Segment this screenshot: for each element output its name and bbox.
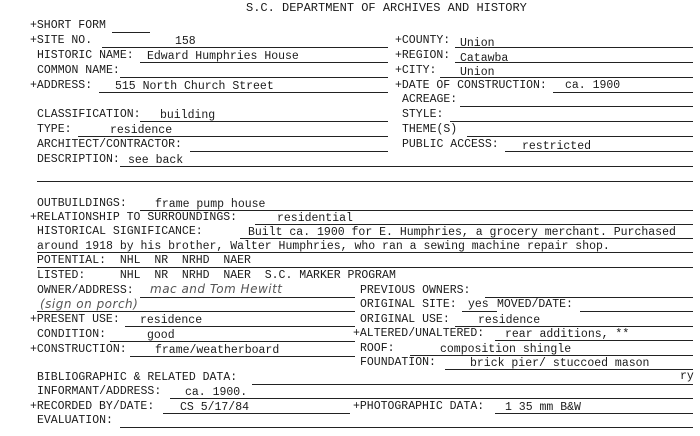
relationship-underline (255, 224, 693, 225)
historic-name-label: HISTORIC NAME: (37, 49, 134, 62)
address-underline (99, 92, 388, 93)
present-use-value: residence (140, 314, 203, 327)
recorded-underline (163, 413, 350, 414)
architect-label: ARCHITECT/CONTRACTOR: (37, 138, 182, 151)
acreage-underline (460, 106, 693, 107)
relationship-label: +RELATIONSHIP TO SURROUNDINGS: (30, 211, 238, 224)
previous-owners-label: PREVIOUS OWNERS: (360, 284, 471, 297)
listed-row: LISTED: NHL NR NRHD NAER S.C. MARKER PROGRAM (37, 269, 396, 282)
moved-date-underline (580, 311, 693, 312)
potential-row: POTENTIAL: NHL NR NRHD NAER (37, 254, 251, 267)
condition-underline (110, 341, 355, 342)
site-no-label: +SITE NO. (30, 34, 93, 47)
classification-label: CLASSIFICATION: (37, 108, 141, 121)
acreage-label: ACREAGE: (402, 93, 458, 106)
city-underline (440, 77, 693, 78)
condition-value: good (147, 329, 175, 342)
roof-underline (410, 355, 693, 356)
date-construction-value: ca. 1900 (565, 79, 621, 92)
evaluation-underline (120, 427, 693, 428)
address-label: +ADDRESS: (30, 79, 93, 92)
outbuildings-value: frame pump house (155, 198, 266, 211)
city-label: +CITY: (395, 64, 437, 77)
date-construction-label: +DATE OF CONSTRUCTION: (395, 79, 547, 92)
owner-underline (140, 297, 355, 298)
region-value: Catawba (460, 52, 509, 65)
potential-underline (37, 267, 693, 268)
significance-underline-2 (37, 252, 693, 253)
relationship-value: residential (277, 212, 353, 225)
present-use-underline (125, 326, 355, 327)
description-label: DESCRIPTION: (37, 153, 120, 166)
public-access-underline (505, 151, 693, 152)
region-label: +REGION: (395, 49, 451, 62)
style-label: STYLE: (402, 108, 444, 121)
outbuildings-label: OUTBUILDINGS: (37, 197, 127, 210)
type-label: TYPE: (37, 123, 72, 136)
common-name-underline (120, 77, 388, 78)
site-no-underline (102, 47, 388, 48)
significance-line-1: Built ca. 1900 for E. Humphries, a grocery merchant. Purchased (248, 226, 676, 239)
significance-line-2: around 1918 by his brother, Walter Humphries, who ran a sewing machine repair shop. (37, 240, 610, 253)
present-use-label: +PRESENT USE: (30, 313, 120, 326)
public-access-label: PUBLIC ACCESS: (402, 138, 499, 151)
owner-underline-2 (37, 311, 355, 312)
architect-underline (190, 151, 388, 152)
informant-underline (170, 398, 693, 399)
themes-underline (467, 136, 693, 137)
foundation-continuation: ry (680, 370, 694, 383)
description-value: see back (128, 154, 184, 167)
historic-name-value: Edward Humphries House (147, 50, 299, 63)
bibliographic-label: BIBLIOGRAPHIC & RELATED DATA: (37, 371, 238, 384)
common-name-label: COMMON NAME: (37, 64, 120, 77)
style-underline (450, 121, 693, 122)
city-value: Union (460, 66, 495, 79)
recorded-value: CS 5/17/84 (180, 401, 250, 414)
short-form-label: +SHORT FORM (30, 19, 106, 32)
owner-note: (sign on porch) (40, 297, 139, 311)
owner-label: OWNER/ADDRESS: (37, 284, 134, 297)
county-label: +COUNTY: (395, 34, 451, 47)
construction-label: +CONSTRUCTION: (30, 343, 127, 356)
informant-label: INFORMANT/ADDRESS: (37, 385, 162, 398)
informant-value: ca. 1900. (185, 386, 248, 399)
original-site-value: yes (468, 298, 489, 311)
public-access-value: restricted (522, 140, 592, 153)
county-underline (455, 47, 693, 48)
original-use-label: ORIGINAL USE: (360, 313, 450, 326)
county-value: Union (460, 37, 495, 50)
altered-underline (495, 340, 693, 341)
moved-date-label: MOVED/DATE: (497, 298, 573, 311)
type-underline (78, 136, 388, 137)
form-header: S.C. DEPARTMENT OF ARCHIVES AND HISTORY (246, 1, 527, 15)
owner-value: mac and Tom Hewitt (150, 282, 283, 296)
evaluation-label: EVALUATION: (37, 414, 113, 427)
construction-value: frame/weatherboard (155, 344, 280, 357)
photographic-value: 1 35 mm B&W (505, 401, 581, 414)
site-no-value: 158 (175, 35, 196, 48)
altered-label: +ALTERED/UNALTERED: (353, 327, 485, 340)
foundation-underline (445, 369, 693, 370)
original-use-value: residence (478, 314, 541, 327)
altered-value: rear additions, ** (505, 328, 630, 341)
address-value: 515 North Church Street (115, 80, 274, 93)
region-underline (455, 62, 693, 63)
significance-underline-1 (240, 238, 693, 239)
foundation-label: FOUNDATION: (360, 356, 436, 369)
short-form-underline (112, 32, 150, 33)
bibliographic-underline (252, 384, 693, 385)
photographic-underline (495, 413, 693, 414)
original-use-underline (455, 326, 693, 327)
original-site-underline (462, 311, 497, 312)
historic-name-underline (140, 62, 388, 63)
original-site-label: ORIGINAL SITE: (360, 298, 457, 311)
construction-underline (130, 356, 355, 357)
classification-underline (140, 121, 388, 122)
condition-label: CONDITION: (37, 328, 107, 341)
photographic-label: +PHOTOGRAPHIC DATA: (353, 400, 485, 413)
recorded-label: +RECORDED BY/DATE: (30, 400, 155, 413)
roof-label: ROOF: (360, 342, 395, 355)
type-value: residence (110, 124, 173, 137)
themes-label: THEME(S) (402, 123, 458, 136)
description-underline (120, 166, 693, 167)
date-construction-underline (553, 92, 693, 93)
significance-label: HISTORICAL SIGNIFICANCE: (37, 225, 203, 238)
classification-value: building (160, 109, 216, 122)
description-underline-2 (37, 181, 693, 182)
foundation-value: brick pier/ stuccoed mason (470, 357, 650, 370)
roof-value: composition shingle (440, 343, 572, 356)
